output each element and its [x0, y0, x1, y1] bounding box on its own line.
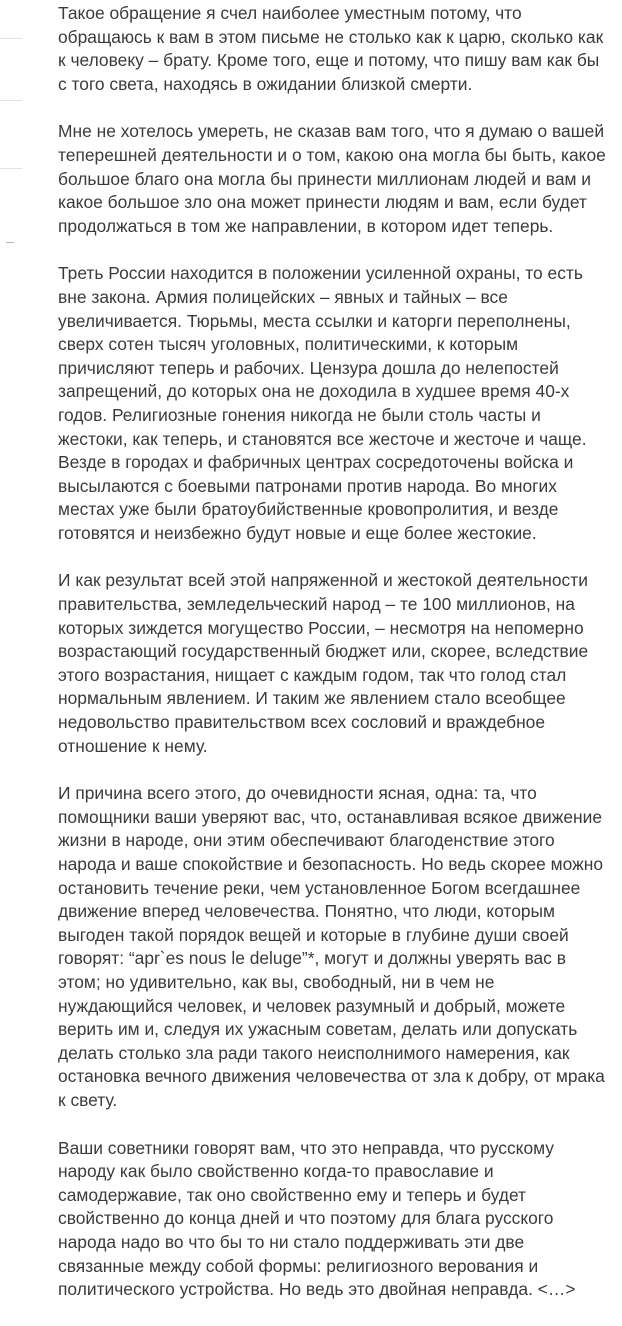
paragraph: Треть России находится в положении усиленной охраны, то есть вне закона. Армия полицейских – явных и тайных – все увеличивается. Тюрьмы, места ссылки и каторги переполнены, сверх сотен тысяч уголовных, политическими, к которым причисляют теперь и рабочих. Цензура дошла до нелепостей запрещений, до которых она не доходила в худшее время 40-х годов. Религиозные гонения никогда не были столь часты и жестоки, как теперь, и становятся все жесточе и жесточе и чаще. Везде в городах и фабричных центрах сосредоточены войска и высылаются с боевыми патронами против народа. Во многих местах уже были братоубийственные кровопролития, и везде готовятся и неизбежно будут новые и еще более жестокие.: [58, 263, 587, 543]
paragraph: Такое обращение я счел наиболее уместным потому, что обращаюсь к вам в этом письме не столько как к царю, сколько как к человеку – брату. Кроме того, еще и потому, что пишу вам как бы с того света, находясь в ожидании близкой смерти.: [58, 3, 604, 94]
paragraph: И как результат всей этой напряженной и жестокой деятельности правительства, земледельческий народ – те 100 миллионов, на которых зиждется могущество России, – несмотря на непомерно возрастающий государственный бюджет или, скорее, вследствие этого возрастания, нищает с каждым годом, так что голод стал нормальным явлением. И таким же явлением стало всеобщее недовольство правительством всех сословий и враждебное отношение к нему.: [58, 570, 589, 756]
paragraph: Ваши советники говорят вам, что это неправда, что русскому народу как было свойственно когда-то православие и самодержавие, так оно свойственно ему и теперь и будет свойственно до конца дней и что поэтому для блага русского народа надо во что бы то ни стало поддерживать эти две связанные между собой формы: религиозного верования и политического устройства. Но ведь это двойная неправда. <…>: [58, 1137, 576, 1300]
gutter-divider: [0, 100, 22, 101]
paragraph: И причина всего этого, до очевидности ясная, одна: та, что помощники ваши уверяют вас, что, останавливая всякое движение жизни в народе, они этим обеспечивают благоденствие этого народа и ваше спокойствие и безопасность. Но ведь скорее можно остановить течение реки, чем установленное Богом всегдашнее движение вперед человечества. Понятно, что люди, которым выгоден такой порядок вещей и которые в глубине души своей говорят: “apr`es nous le deluge”*, могут и должны уверять вас в этом; но удивительно, как вы, свободный, ни в чем не нуждающийся человек, и человек разумный и добрый, можете верить им и, следуя их ужасным советам, делать или допускать делать столько зла ради такого неисполнимого намерения, как остановка вечного движения человечества от зла к добру, от мрака к свету.: [58, 783, 605, 1110]
left-gutter: [0, 0, 22, 1200]
letter-text: [58, 2, 618, 1326]
gutter-mark: [6, 242, 14, 243]
paragraph: Мне не хотелось умереть, не сказав вам того, что я думаю о вашей теперешней деятельности и о том, какою она могла бы быть, какое большое благо она могла бы принести миллионам людей и вам и какое большое зло она может принести людям и вам, если будет продолжаться в том же направлении, в котором идет теперь.: [58, 121, 606, 236]
gutter-divider: [0, 38, 22, 39]
gutter-divider: [0, 168, 22, 169]
